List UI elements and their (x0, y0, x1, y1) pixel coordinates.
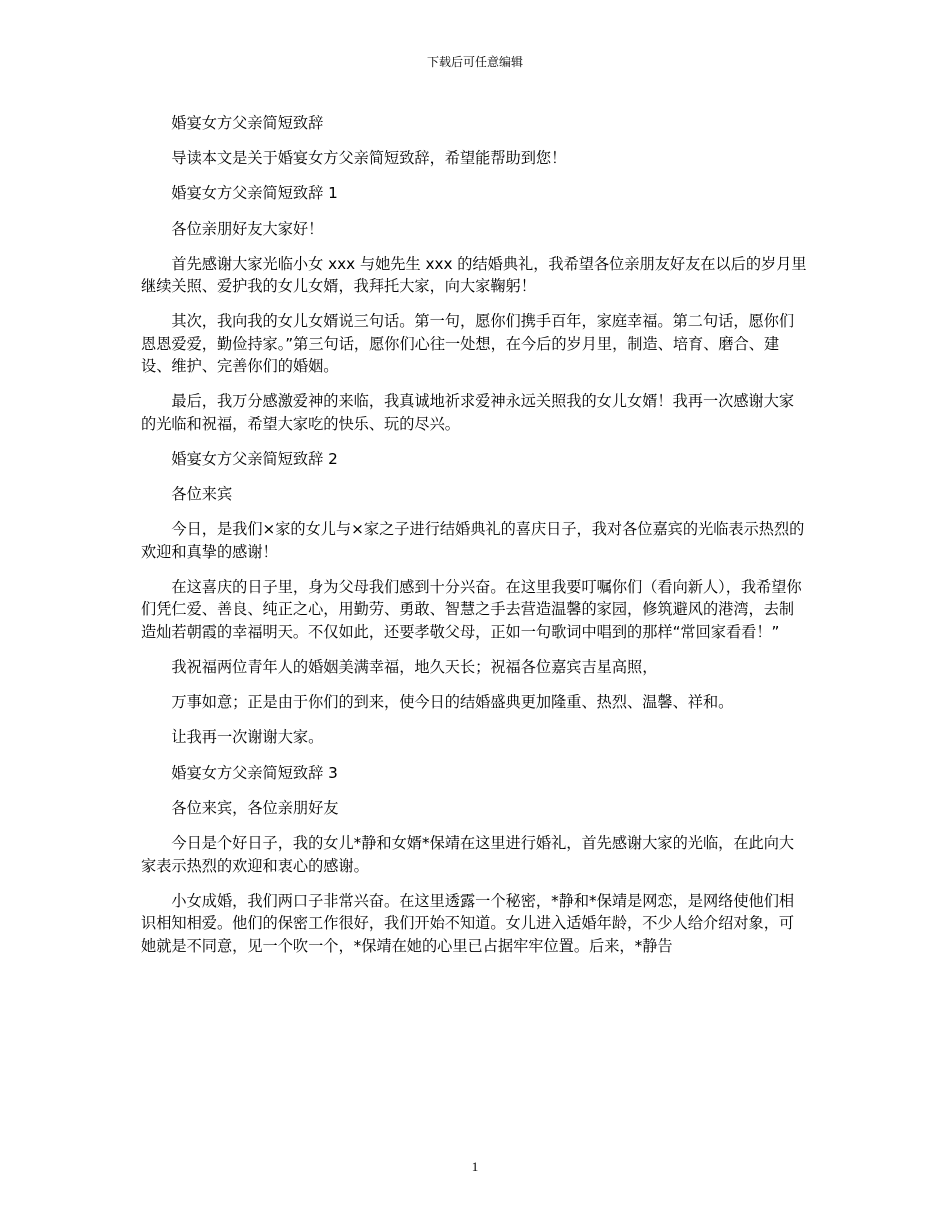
document-body (141, 112, 809, 970)
body-paragraph: 在这喜庆的日子里，身为父母我们感到十分兴奋。在这里我要叮嘱你们（看向新人），我希望你们凭仁爱、善良、纯正之心，用勤劳、勇敢、智慧之手去营造温馨的家园，修筑避风的港湾，去制造灿若朝霞的幸福明天。不仅如此，还要孝敬父母，正如一句歌词中唱到的那样“常回家看看！” (141, 578, 802, 641)
page-header: 下载后可任意编辑 (426, 55, 523, 69)
body-paragraph: 让我再一次谢谢大家。 (171, 728, 324, 747)
body-paragraph: 其次，我向我的女儿女婿说三句话。第一句，愿你们携手百年，家庭幸福。第二句话，愿你们恩恩爱爱，勤俭持家。”第三句话，愿你们心往一处想，在今后的岁月里，制造、培育、磨合、建设、维护、完善你们的婚姻。 (141, 312, 795, 376)
document-title: 婚宴女方父亲简短致辞 (171, 114, 324, 132)
greeting-paragraph: 各位来宾，各位亲朋好友 (171, 798, 339, 817)
greeting-paragraph: 各位来宾 (171, 485, 233, 504)
body-paragraph: 首先感谢大家光临小女 xxx 与她先生 xxx 的结婚典礼，我希望各位亲朋友好友在以后的岁月里继续关照、爱护我的女儿女婿，我拜托大家，向大家鞠躬！ (141, 254, 807, 296)
section-heading-2: 婚宴女方父亲简短致辞 2 (171, 450, 338, 469)
section-heading-1: 婚宴女方父亲简短致辞 1 (171, 184, 338, 203)
body-paragraph: 我祝福两位青年人的婚姻美满幸福，地久天长；祝福各位嘉宾吉星高照， (171, 658, 658, 677)
body-paragraph: 最后，我万分感激爱神的来临，我真诚地祈求爱神永远关照我的女儿女婿！我再一次感谢大家的光临和祝福，希望大家吃的快乐、玩的尽兴。 (141, 392, 795, 433)
section-heading-3: 婚宴女方父亲简短致辞 3 (171, 763, 338, 782)
greeting-paragraph: 各位亲朋好友大家好！ (171, 219, 324, 238)
body-paragraph: 今日是个好日子，我的女儿*静和女婿*保靖在这里进行婚礼，首先感谢大家的光临，在此向大家表示热烈的欢迎和衷心的感谢。 (141, 834, 795, 875)
page-number: 1 (471, 1159, 479, 1174)
intro-paragraph: 导读本文是关于婚宴女方父亲简短致辞，希望能帮助到您！ (171, 149, 567, 168)
body-paragraph: 小女成婚，我们两口子非常兴奋。在这里透露一个秘密，*静和*保靖是网恋，是网络使他们相识相知相爱。他们的保密工作很好，我们开始不知道。女儿进入适婚年龄，不少人给介绍对象，可她就是不同意，见一个吹一个，*保靖在她的心里已占据牢牢位置。后来，*静告 (141, 891, 795, 955)
body-paragraph: 万事如意；正是由于你们的到来，使今日的结婚盛典更加隆重、热烈、温馨、祥和。 (171, 693, 734, 712)
body-paragraph: 今日，是我们×家的女儿与×家之子进行结婚典礼的喜庆日子，我对各位嘉宾的光临表示热烈的欢迎和真挚的感谢！ (141, 520, 805, 561)
